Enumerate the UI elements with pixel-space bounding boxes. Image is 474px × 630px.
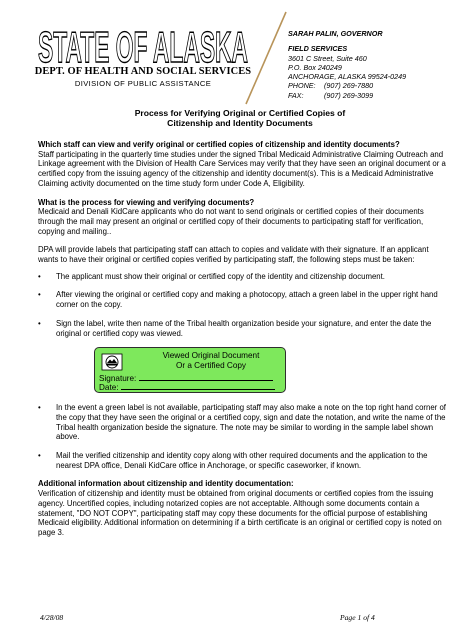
date-row (99, 381, 275, 393)
state-of-alaska-logo (34, 22, 252, 68)
fax-label: FAX: (288, 90, 304, 100)
footer-date: 4/28/08 (40, 613, 64, 622)
city-state-zip: ANCHORAGE, ALASKA 99524-0249 (288, 72, 407, 82)
state-seal-icon (101, 353, 123, 371)
list-item (38, 403, 448, 442)
letterhead-divider (242, 10, 290, 106)
footer-page-number: Page 1 of 4 (340, 613, 375, 622)
step-text: Mail the verified citizenship and identity copy along with other required documents and the application to the nearest DPA office, Denali KidCare office in Anchorage, or specific caseworker, if known. (56, 451, 428, 470)
governor-name: SARAH PALIN, GOVERNOR (288, 29, 383, 38)
date-label: Date: (99, 383, 119, 393)
letterhead (0, 0, 474, 100)
step-text: The applicant must show their original or certified copy of the identity and citizenship document. (56, 271, 385, 281)
department-name: DEPT. OF HEALTH AND SOCIAL SERVICES (34, 66, 252, 77)
signature-label: Signature: (99, 374, 137, 384)
list-item (38, 290, 448, 309)
list-item (38, 319, 448, 338)
section-1-heading: Which staff can view and verify original or certified copies of citizenship and identity documents? (38, 140, 400, 149)
phone-row (288, 81, 468, 90)
title-line-1: Process for Verifying Original or Certified Copies of (134, 108, 346, 118)
division-name: DIVISION OF PUBLIC ASSISTANCE (74, 79, 212, 88)
document-body (38, 140, 448, 538)
label-line-2: Or a Certified Copy (175, 361, 247, 371)
signature-line (139, 372, 273, 381)
section-1-body: Staff participating in the quarterly time studies under the signed Tribal Medicaid Administrative Claiming Outreach and Linkage agreement with the Division of Health Care Services may verify that they have seen an original document or a certified copy from the issuing agency of the citizenship and identity document(s). This is a Medicaid Administrative Claiming activity documented on the time study form under Code A, Eligibility. (38, 149, 446, 188)
step-text: After viewing the original or certified copy and making a photocopy, attach a green label in the upper right hand corner on the copy. (56, 290, 438, 310)
list-item (38, 272, 448, 282)
logo-text: STATE OF ALASKA (38, 23, 248, 68)
sample-green-label (94, 347, 286, 393)
phone-label: PHONE: (288, 81, 316, 91)
list-item (38, 451, 448, 470)
bullet: • (38, 271, 41, 281)
section-2-body-1: Medicaid and Denali KidCare applicants who do not want to send originals or certified copies of their documents through the mail may present an original or certified copy of their documents to participating staff for verification, copying and mailing.. (38, 207, 424, 236)
title-line-2: Citizenship and Identity Documents (167, 118, 313, 129)
bullet: • (38, 403, 41, 413)
section-2-heading: What is the process for viewing and verifying documents? (38, 197, 255, 207)
step-text: Sign the label, write then name of the Tribal health organization beside your signature, and enter the date the original or certified copy was viewed. (56, 318, 432, 338)
bullet: • (38, 451, 41, 461)
section-3-heading: Additional information about citizenship and identity documentation: (38, 479, 294, 489)
contact-block (288, 29, 468, 100)
fax-number: (907) 269-3099 (324, 90, 374, 100)
bullet: • (38, 290, 41, 300)
document-title (40, 108, 440, 129)
office-name: FIELD SERVICES (288, 44, 348, 54)
step-text: In the event a green label is not available, participating staff may also make a note on the top right hand corner of the copy that they have seen the original or a certified copy, sign and date the notation, and write the name of the Tribal health organization beside the signature. The note may be similar to wording in the sample label shown above. (56, 403, 446, 442)
section-3-body: Verification of citizenship and identity must be obtained from original documents or certified copies from the issuing agency. Uncertified copies, including notarized copies are not acceptable. Although some documents contain a statement, "DO NOT COPY", participating staff may copy these documents for the official purpose of establishing Medicaid eligibility. Additional information on determining if a birth certificate is an original or certified copy is noted on page 3. (38, 489, 442, 537)
steps-list-continued (38, 403, 448, 470)
po-box: P.O. Box 240249 (288, 62, 342, 72)
section-2-body-2: DPA will provide labels that participating staff can attach to copies and validate with their signature. If an applicant wants to have their original or certified copies verified by participating staff, the following steps must be taken: (38, 245, 429, 265)
street-address: 3601 C Street, Suite 460 (288, 53, 367, 63)
phone-number: (907) 269-7880 (324, 81, 374, 91)
label-line-1: Viewed Original Document (162, 351, 260, 361)
bullet: • (38, 318, 41, 328)
date-line (121, 381, 275, 390)
fax-row (288, 91, 468, 100)
steps-list (38, 272, 448, 339)
